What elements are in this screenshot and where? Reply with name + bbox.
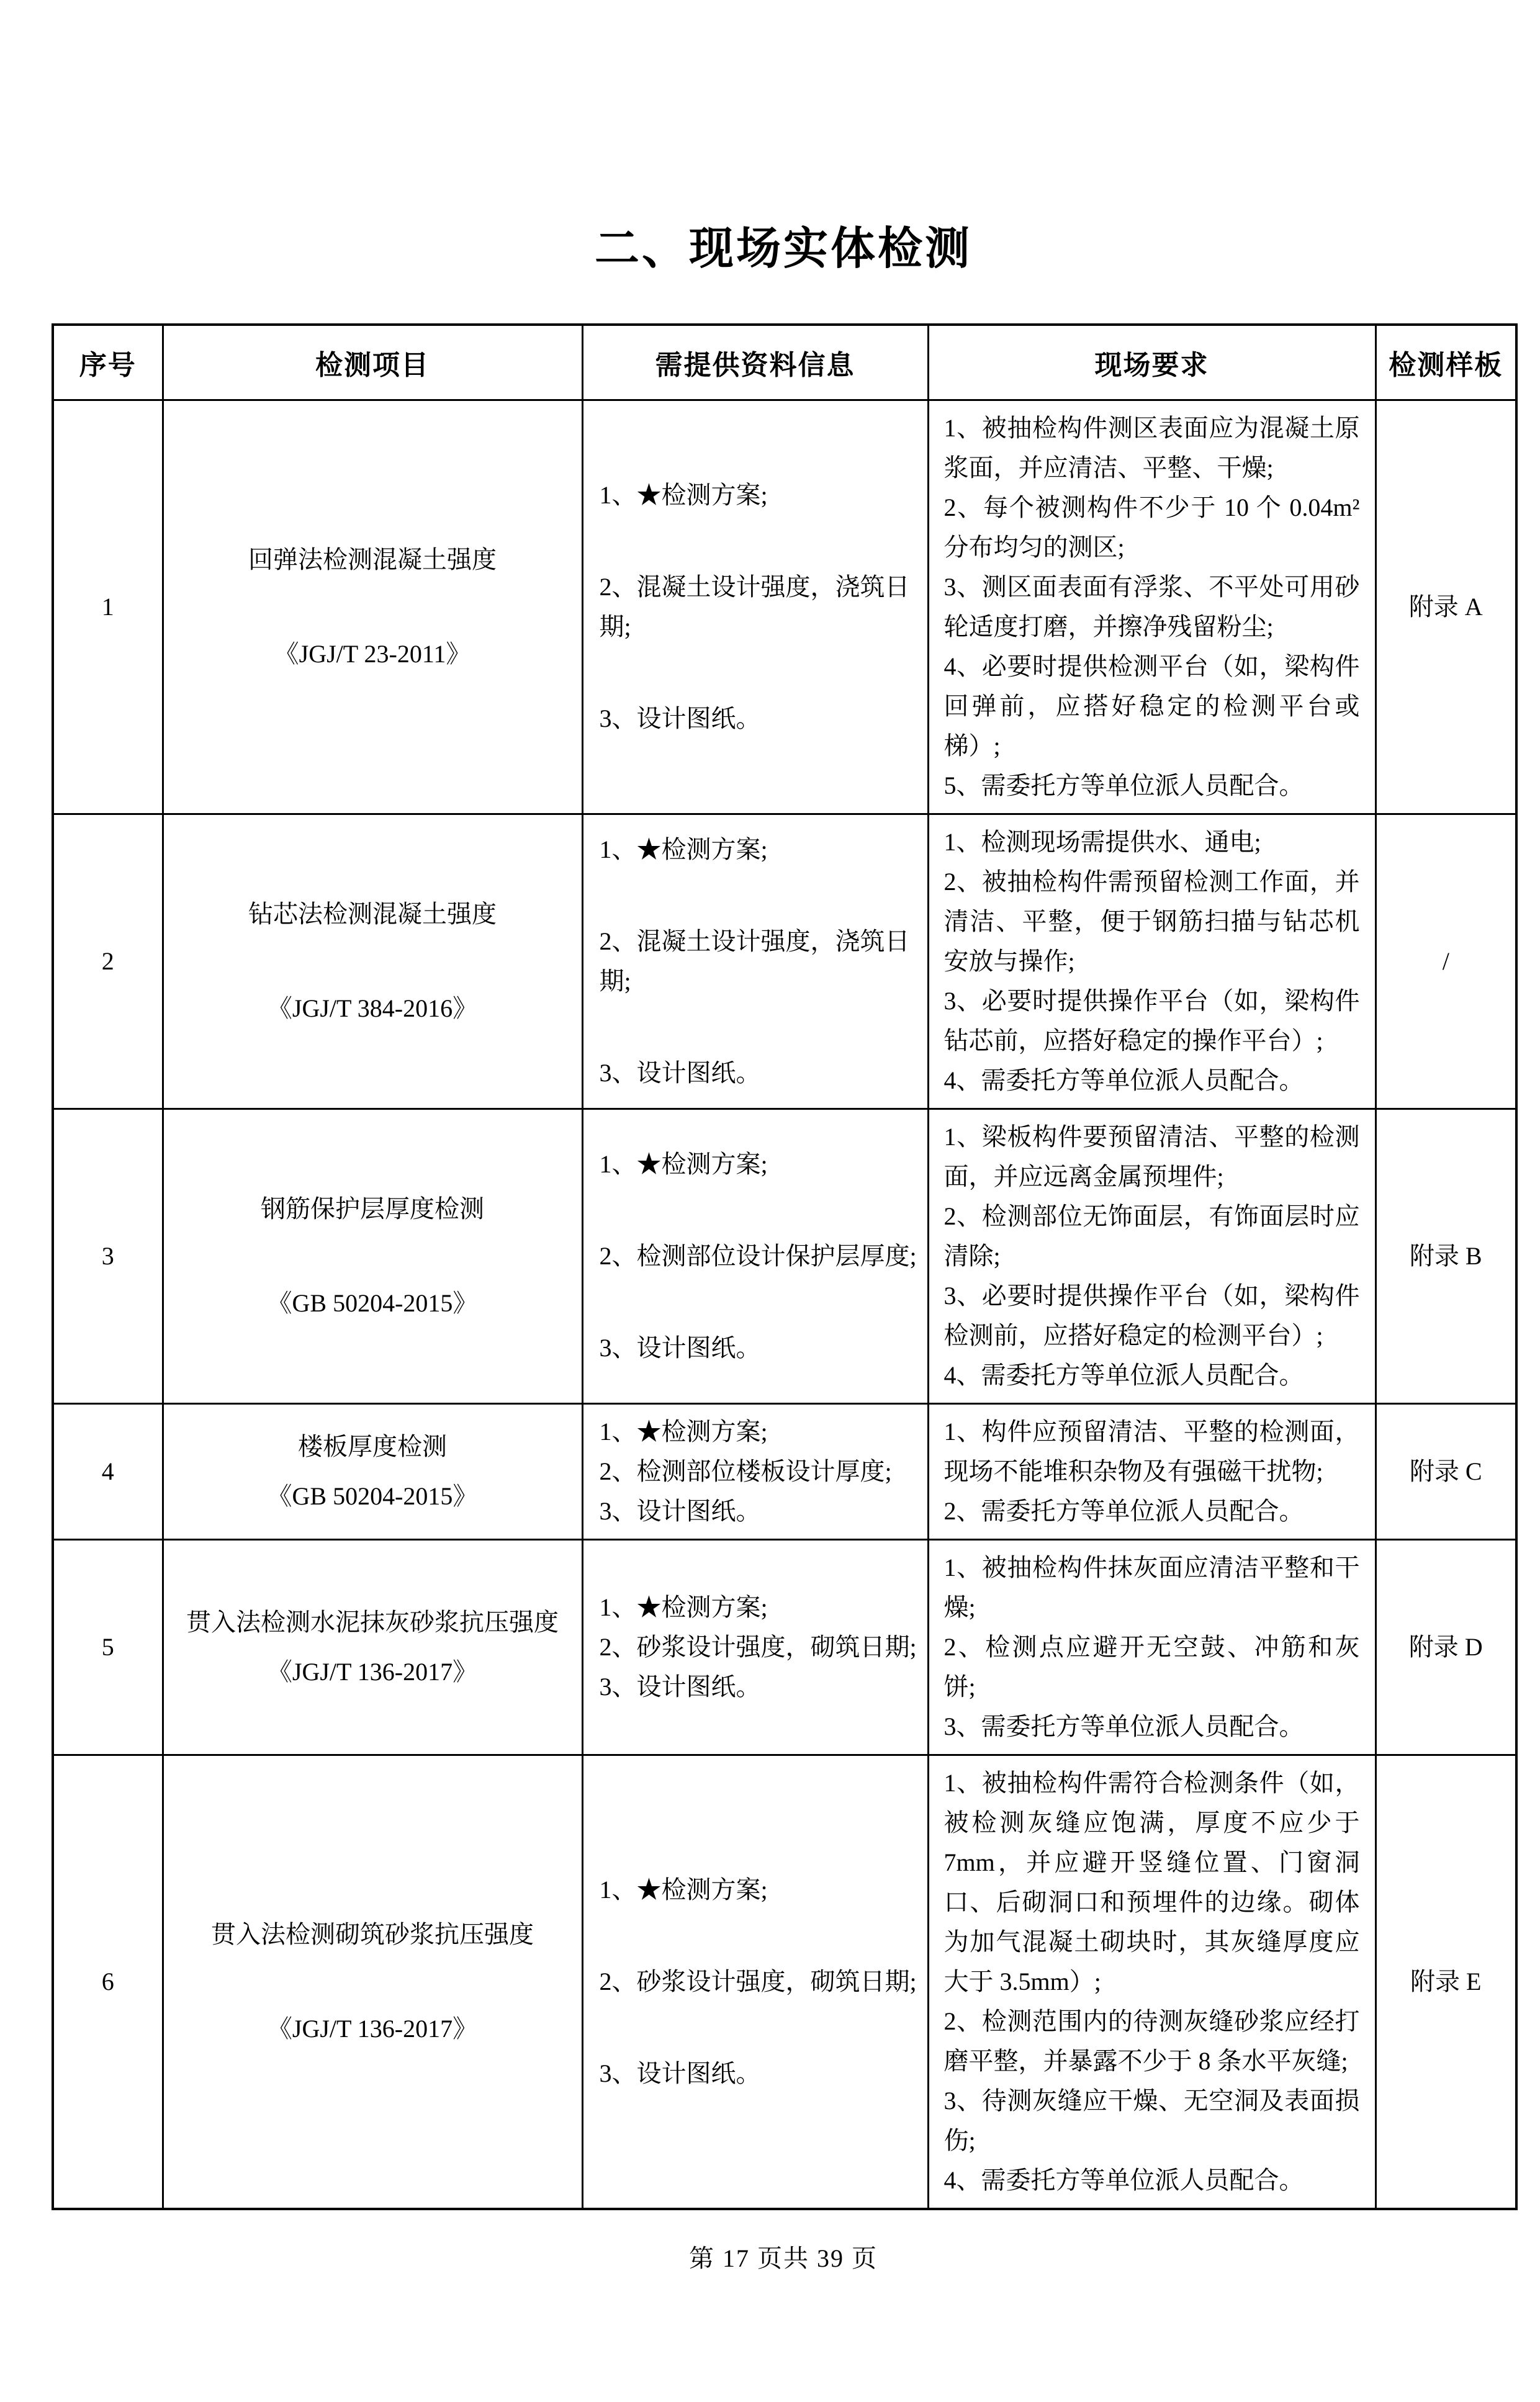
site-requirement-line: 3、待测灰缝应干燥、无空洞及表面损伤; [943, 2086, 1360, 2154]
row-number: 2 [53, 814, 163, 1109]
table-row [53, 814, 1516, 1109]
sample-appendix-cell: 附录 E [1376, 1755, 1516, 2209]
test-item-cell [163, 814, 582, 1109]
document-requirement-line: 2、混凝土设计强度，浇筑日期; [599, 927, 910, 995]
site-requirement-line: 1、梁板构件要预留清洁、平整的检测面，并应远离金属预埋件; [943, 1122, 1360, 1190]
test-item-name: 钻芯法检测混凝土强度 [248, 899, 497, 928]
document-requirement-line: 1、★检测方案; [599, 835, 768, 863]
document-requirement-line: 2、砂浆设计强度，砌筑日期; [599, 1967, 917, 1995]
document-requirement-line: 3、设计图纸。 [599, 1333, 761, 1362]
site-requirement-line: 3、必要时提供操作平台（如，梁构件钻芯前，应搭好稳定的操作平台）; [943, 986, 1360, 1055]
test-item-standard: 《GB 50204-2015》 [267, 1289, 478, 1317]
col-header-sample: 检测样板 [1376, 325, 1516, 400]
table-row [53, 1539, 1516, 1755]
document-requirement-line: 1、★检测方案; [599, 1149, 768, 1178]
document-requirement-line: 1、★检测方案; [599, 1593, 768, 1621]
document-requirement-line: 1、★检测方案; [599, 1875, 768, 1904]
site-requirement-line: 1、被抽检构件需符合检测条件（如，被检测灰缝应饱满，厚度不应少于 7mm，并应避开竖缝位置、门窗洞口、后砌洞口和预埋件的边缘。砌体为加气混凝土砌块时，其灰缝厚度应大于 3.5mm）; [943, 1768, 1360, 1995]
table-body [53, 400, 1516, 2209]
row-number: 3 [53, 1109, 163, 1403]
test-item-name: 回弹法检测混凝土强度 [248, 545, 497, 574]
site-requirement-line: 2、检测范围内的待测灰缝砂浆应经打磨平整，并暴露不少于 8 条水平灰缝; [943, 2007, 1360, 2075]
document-requirement-line: 1、★检测方案; [599, 1417, 768, 1446]
site-requirement-line: 1、检测现场需提供水、通电; [943, 827, 1261, 856]
test-item-cell [163, 1403, 582, 1539]
document-requirement-line: 2、检测部位楼板设计厚度; [599, 1457, 892, 1485]
document-requirement-line: 3、设计图纸。 [599, 704, 761, 732]
test-item-name: 楼板厚度检测 [298, 1432, 447, 1460]
table-row [53, 1755, 1516, 2209]
table-row [53, 1109, 1516, 1403]
site-requirement-line: 4、必要时提供检测平台（如，梁构件回弹前，应搭好稳定的检测平台或梯）; [943, 652, 1360, 760]
site-requirement-line: 4、需委托方等单位派人员配合。 [943, 1066, 1304, 1094]
document-requirement-line: 1、★检测方案; [599, 480, 768, 509]
test-item-standard: 《GB 50204-2015》 [267, 1482, 478, 1510]
site-requirement-line: 2、每个被测构件不少于 10 个 0.04m²分布均匀的测区; [943, 493, 1360, 561]
document-requirement-line: 3、设计图纸。 [599, 1672, 761, 1701]
test-item-cell [163, 1755, 582, 2209]
document-requirement-line: 3、设计图纸。 [599, 2059, 761, 2087]
sample-appendix-cell: 附录 A [1376, 400, 1516, 814]
required-documents-cell [582, 1539, 928, 1755]
test-item-name: 贯入法检测水泥抹灰砂浆抗压强度 [186, 1608, 559, 1636]
site-requirements-cell [928, 1109, 1376, 1403]
col-header-required-documents: 需提供资料信息 [582, 325, 928, 400]
required-documents-cell [582, 1755, 928, 2209]
test-item-name: 钢筋保护层厚度检测 [261, 1194, 484, 1223]
col-header-test-item: 检测项目 [163, 325, 582, 400]
required-documents-cell [582, 1403, 928, 1539]
sample-appendix-cell: 附录 D [1376, 1539, 1516, 1755]
row-number: 5 [53, 1539, 163, 1755]
site-requirement-line: 1、被抽检构件测区表面应为混凝土原浆面，并应清洁、平整、干燥; [943, 413, 1360, 482]
test-item-standard: 《JGJ/T 136-2017》 [267, 1657, 478, 1686]
table-header-row [53, 325, 1516, 400]
test-item-cell [163, 1539, 582, 1755]
test-item-cell [163, 1109, 582, 1403]
sample-appendix-cell: 附录 B [1376, 1109, 1516, 1403]
col-header-site-requirements: 现场要求 [928, 325, 1376, 400]
row-number: 1 [53, 400, 163, 814]
test-item-standard: 《JGJ/T 23-2011》 [274, 639, 471, 668]
required-documents-cell [582, 1109, 928, 1403]
test-item-standard: 《JGJ/T 384-2016》 [267, 994, 478, 1022]
site-requirements-cell [928, 1403, 1376, 1539]
inspection-table [52, 323, 1518, 2210]
required-documents-cell [582, 400, 928, 814]
site-requirement-line: 5、需委托方等单位派人员配合。 [943, 771, 1304, 799]
site-requirement-line: 3、必要时提供操作平台（如，梁构件检测前，应搭好稳定的检测平台）; [943, 1281, 1360, 1349]
site-requirements-cell [928, 1539, 1376, 1755]
site-requirement-line: 2、需委托方等单位派人员配合。 [943, 1496, 1304, 1525]
document-requirement-line: 2、检测部位设计保护层厚度; [599, 1241, 917, 1270]
document-requirement-line: 3、设计图纸。 [599, 1496, 761, 1525]
site-requirement-line: 3、需委托方等单位派人员配合。 [943, 1712, 1304, 1740]
site-requirements-cell [928, 400, 1376, 814]
site-requirement-line: 4、需委托方等单位派人员配合。 [943, 2166, 1304, 2194]
test-item-cell [163, 400, 582, 814]
sample-appendix-cell: 附录 C [1376, 1403, 1516, 1539]
test-item-standard: 《JGJ/T 136-2017》 [267, 2014, 478, 2043]
site-requirement-line: 2、被抽检构件需预留检测工作面，并清洁、平整，便于钢筋扫描与钻芯机安放与操作; [943, 867, 1360, 975]
site-requirements-cell [928, 1755, 1376, 2209]
site-requirement-line: 4、需委托方等单位派人员配合。 [943, 1361, 1304, 1389]
page-title: 二、现场实体检测 [594, 224, 972, 274]
table-row [53, 1403, 1516, 1539]
sample-appendix-cell: / [1376, 814, 1516, 1109]
site-requirement-line: 2、检测部位无饰面层，有饰面层时应清除; [943, 1202, 1360, 1270]
site-requirement-line: 2、检测点应避开无空鼓、冲筋和灰饼; [943, 1632, 1360, 1701]
site-requirements-cell [928, 814, 1376, 1109]
page-footer: 第 17 页共 39 页 [689, 2244, 878, 2272]
site-requirement-line: 3、测区面表面有浮浆、不平处可用砂轮适度打磨，并擦净残留粉尘; [943, 572, 1360, 641]
document-requirement-line: 2、砂浆设计强度，砌筑日期; [599, 1632, 917, 1661]
document-page [0, 225, 1540, 2402]
row-number: 4 [53, 1403, 163, 1539]
document-requirement-line: 2、混凝土设计强度，浇筑日期; [599, 572, 910, 641]
required-documents-cell [582, 814, 928, 1109]
col-header-no: 序号 [53, 325, 163, 400]
test-item-name: 贯入法检测砌筑砂浆抗压强度 [211, 1920, 534, 1948]
document-requirement-line: 3、设计图纸。 [599, 1058, 761, 1087]
row-number: 6 [53, 1755, 163, 2209]
site-requirement-line: 1、被抽检构件抹灰面应清洁平整和干燥; [943, 1553, 1360, 1621]
site-requirement-line: 1、构件应预留清洁、平整的检测面，现场不能堆积杂物及有强磁干扰物; [943, 1417, 1360, 1485]
table-row [53, 400, 1516, 814]
